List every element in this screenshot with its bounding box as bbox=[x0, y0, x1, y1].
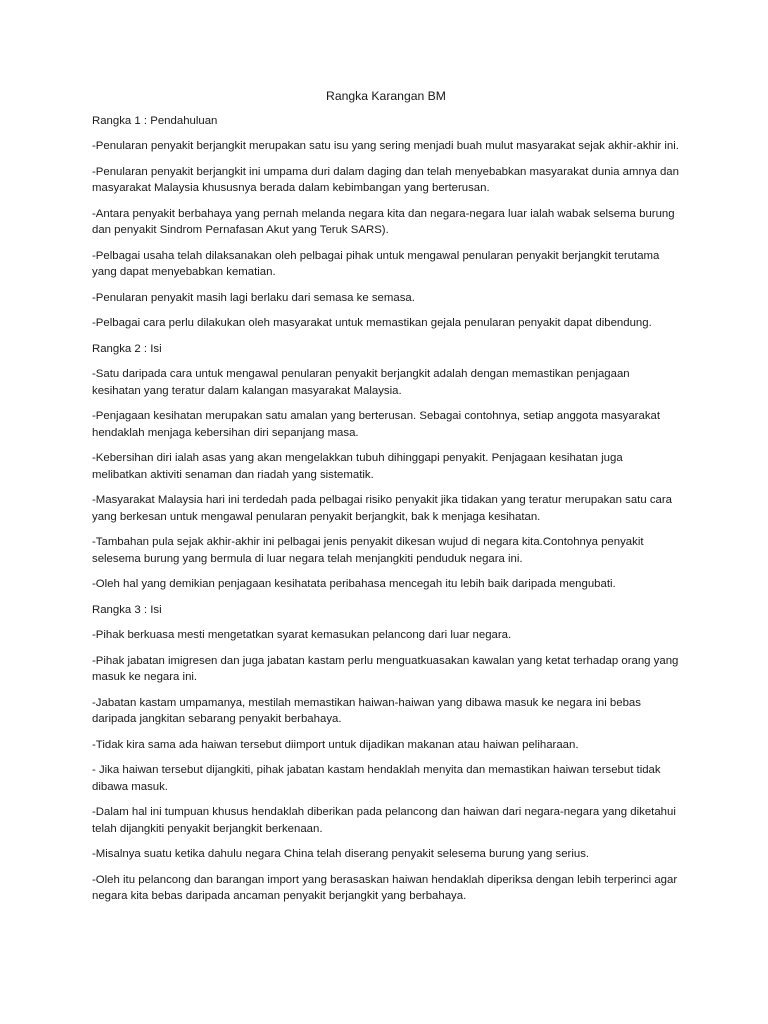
paragraph: -Antara penyakit berbahaya yang pernah melanda negara kita dan negara-negara luar ialah wabak selsema burung dan penyakit Sindrom Pernafasan Akut yang Teruk SARS). bbox=[92, 207, 675, 236]
paragraph: -Pihak jabatan imigresen dan juga jabatan kastam perlu menguatkuasakan kawalan yang ketat terhadap orang yang masuk ke negara ini. bbox=[92, 654, 679, 683]
section-rangka-3 bbox=[92, 602, 680, 905]
paragraph: -Penjagaan kesihatan merupakan satu amalan yang berterusan. Sebagai contohnya, setiap anggota masyarakat hendaklah menjaga kebersihan diri sepanjang masa. bbox=[92, 410, 661, 439]
section-rangka-1 bbox=[92, 113, 680, 332]
document-page bbox=[92, 88, 680, 914]
paragraph: -Penularan penyakit berjangkit merupakan satu isu yang sering menjadi buah mulut masyarakat sejak akhir-akhir ini. bbox=[92, 140, 679, 152]
section-heading: Rangka 2 : Isi bbox=[92, 342, 162, 355]
paragraph: -Jabatan kastam umpamanya, mestilah memastikan haiwan-haiwan yang dibawa masuk ke negara ini bebas daripada jangkitan sebarang penyakit berbahaya. bbox=[92, 696, 641, 725]
paragraph: -Tambahan pula sejak akhir-akhir ini pelbagai jenis penyakit dikesan wujud di negara kita.Contohnya penyakit selesema burung yang bermula di luar negara telah menjangkiti penduduk negara ini. bbox=[92, 536, 644, 565]
paragraph: -Kebersihan diri ialah asas yang akan mengelakkan tubuh dihinggapi penyakit. Penjagaan kesihatan juga melibatkan aktiviti senaman dan riadah yang sistematik. bbox=[92, 452, 623, 481]
paragraph: -Pelbagai cara perlu dilakukan oleh masyarakat untuk memastikan gejala penularan penyakit dapat dibendung. bbox=[92, 317, 652, 329]
paragraph: -Dalam hal ini tumpuan khusus hendaklah diberikan pada pelancong dan haiwan dari negara-negara yang diketahui telah dijangkiti penyakit berjangkit berkenaan. bbox=[92, 806, 676, 835]
paragraph: -Penularan penyakit berjangkit ini umpama duri dalam daging dan telah menyebabkan masyarakat dunia amnya dan masyarakat Malaysia khususnya berada dalam kebimbangan yang berterusan. bbox=[92, 165, 679, 194]
paragraph: - Jika haiwan tersebut dijangkiti, pihak jabatan kastam hendaklah menyita dan memastikan haiwan tersebut tidak dibawa masuk. bbox=[92, 764, 661, 793]
paragraph: -Oleh hal yang demikian penjagaan kesihatata peribahasa mencegah itu lebih baik daripada mengubati. bbox=[92, 578, 616, 590]
paragraph: -Penularan penyakit masih lagi berlaku dari semasa ke semasa. bbox=[92, 291, 415, 304]
section-heading: Rangka 1 : Pendahuluan bbox=[92, 114, 218, 127]
paragraph: -Misalnya suatu ketika dahulu negara China telah diserang penyakit selesema burung yang serius. bbox=[92, 848, 590, 860]
section-rangka-2 bbox=[92, 341, 680, 593]
paragraph: -Tidak kira sama ada haiwan tersebut diimport untuk dijadikan makanan atau haiwan peliharaan. bbox=[92, 738, 579, 751]
document-title: Rangka Karangan BM bbox=[326, 89, 446, 103]
section-heading: Rangka 3 : Isi bbox=[92, 603, 162, 616]
paragraph: -Masyarakat Malaysia hari ini terdedah pada pelbagai risiko penyakit jika tidakan yang teratur merupakan satu cara yang berkesan untuk mengawal penularan penyakit berjangkit, bak k menjaga kesihatan. bbox=[92, 494, 672, 523]
paragraph: -Oleh itu pelancong dan barangan import yang berasaskan haiwan hendaklah diperiksa dengan lebih terperinci agar negara kita bebas daripada ancaman penyakit berjangkit yang berbahaya. bbox=[92, 873, 678, 902]
paragraph: -Satu daripada cara untuk mengawal penularan penyakit berjangkit adalah dengan memastikan penjagaan kesihatan yang teratur dalam kalangan masyarakat Malaysia. bbox=[92, 368, 630, 397]
paragraph: -Pihak berkuasa mesti mengetatkan syarat kemasukan pelancong dari luar negara. bbox=[92, 629, 512, 641]
paragraph: -Pelbagai usaha telah dilaksanakan oleh pelbagai pihak untuk mengawal penularan penyakit berjangkit terutama yang dapat menyebabkan kematian. bbox=[92, 249, 660, 278]
